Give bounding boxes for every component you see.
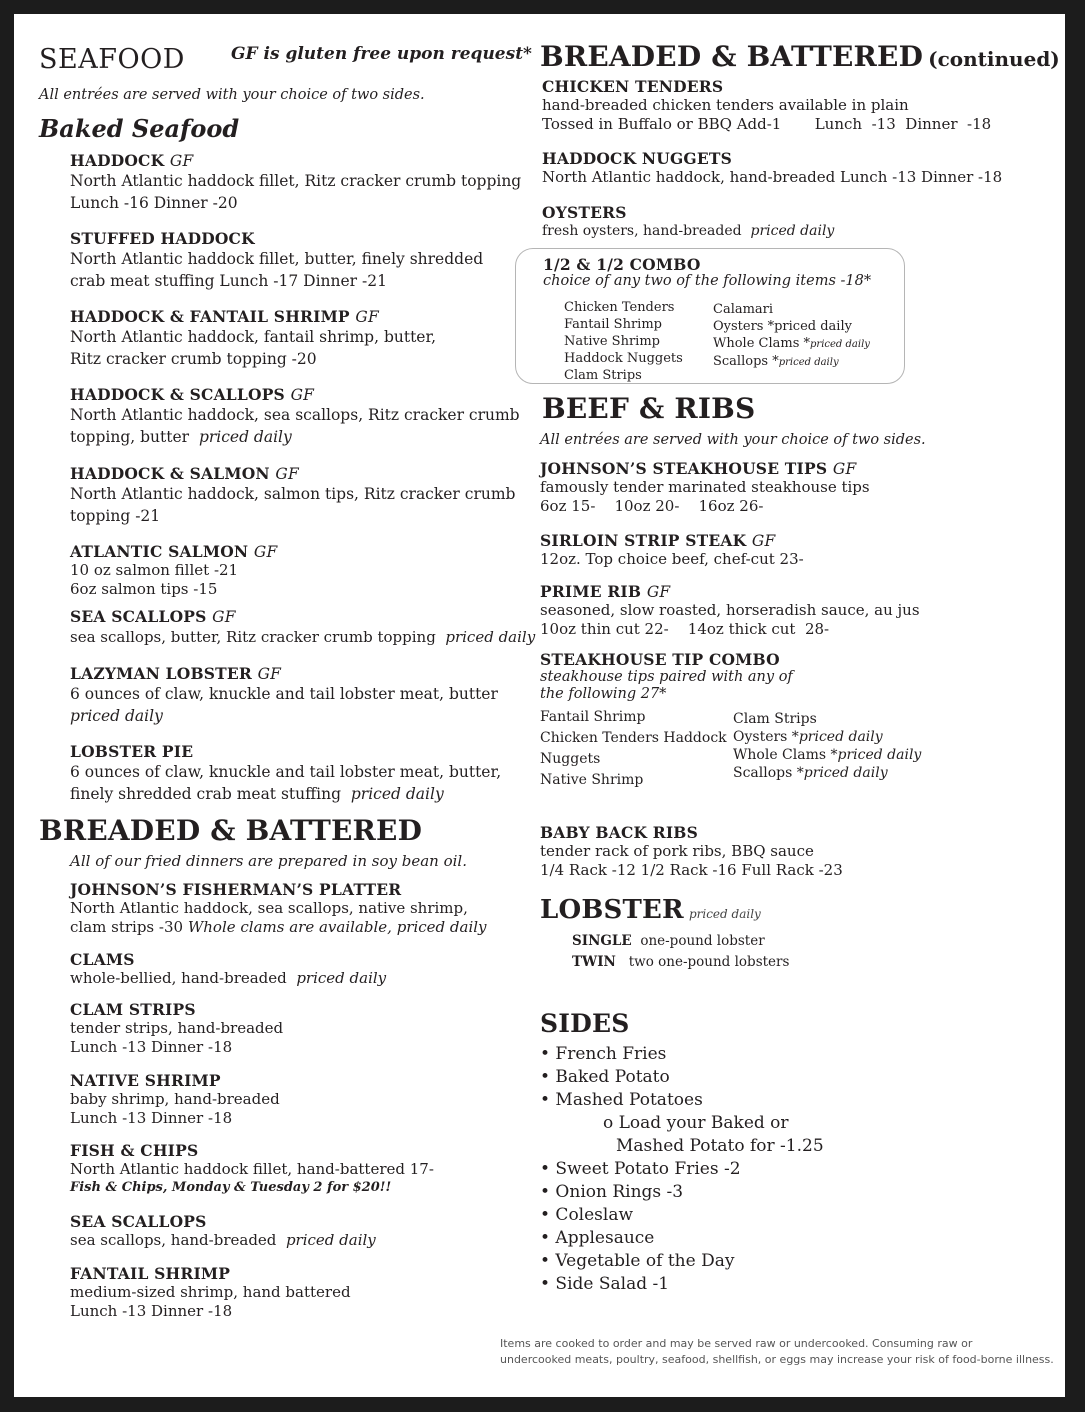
combo-option-text: Scallops * — [733, 765, 804, 781]
option-label: TWIN — [572, 954, 616, 970]
side-item: • French Fries — [540, 1044, 667, 1064]
priced-daily: priced daily — [778, 357, 839, 368]
gf-label: GF — [275, 465, 299, 483]
item-price: 10 oz salmon fillet -21 — [70, 561, 239, 579]
gf-label: GF — [290, 386, 315, 404]
combo-desc: choice of any two of the following items -18* — [543, 273, 872, 289]
tip-combo-left-list — [540, 707, 727, 791]
menu-item — [70, 1212, 376, 1250]
item-price: 10oz thin cut 22- 14oz thick cut 28- — [540, 620, 830, 638]
priced-daily: priced daily — [296, 969, 387, 987]
combo-option: Calamari — [713, 302, 774, 317]
item-name: STUFFED HADDOCK — [70, 229, 255, 248]
side-item: • Applesauce — [540, 1228, 655, 1248]
breaded-continued-title — [540, 40, 1060, 73]
item-name: SEA SCALLOPS — [70, 1212, 207, 1231]
combo-option: Clam Strips — [564, 368, 642, 383]
item-desc: North Atlantic haddock fillet, butter, finely shredded — [70, 250, 484, 268]
menu-item — [70, 1071, 280, 1128]
menu-item — [70, 229, 483, 292]
combo-option: Native Shrimp — [540, 772, 644, 788]
side-item: • Baked Potato — [540, 1067, 670, 1087]
menu-item — [542, 203, 834, 241]
item-desc: fresh oysters, hand-breaded — [542, 223, 742, 239]
section-title: BREADED & BATTERED — [540, 40, 924, 73]
item-name: CLAMS — [70, 950, 135, 969]
combo-option: Haddock Nuggets — [564, 351, 683, 366]
tip-combo-right-list — [733, 710, 921, 782]
item-desc: medium-sized shrimp, hand battered — [70, 1283, 351, 1301]
gf-label: GF — [212, 608, 236, 626]
disclaimer — [500, 1336, 1060, 1368]
combo-option — [733, 728, 921, 746]
combo-option-text: Whole Clams * — [733, 747, 838, 763]
item-desc: North Atlantic haddock, hand-breaded Lunch -13 Dinner -18 — [542, 168, 1003, 186]
combo-option — [733, 710, 921, 728]
menu-item — [540, 459, 870, 516]
breaded-title: BREADED & BATTERED — [39, 814, 423, 847]
combo-option: Fantail Shrimp — [540, 709, 646, 725]
item-desc: the following 27* — [540, 686, 667, 702]
seafood-title: SEAFOOD — [39, 44, 185, 75]
item-price: clam strips -30 — [70, 918, 184, 936]
item-desc: North Atlantic haddock, fantail shrimp, butter, — [70, 328, 437, 346]
menu-item — [70, 151, 521, 214]
menu-item — [70, 664, 498, 727]
priced-daily: priced daily — [798, 729, 883, 745]
combo-option: Nuggets — [540, 751, 601, 767]
item-note: Whole clams are available, priced daily — [187, 918, 487, 936]
priced-daily: priced daily — [350, 785, 444, 803]
item-desc: sea scallops, hand-breaded — [70, 1231, 277, 1249]
item-desc: seasoned, slow roasted, horseradish sauce, au jus — [540, 601, 920, 619]
item-name: OYSTERS — [542, 203, 627, 222]
option-desc: one-pound lobster — [640, 933, 765, 949]
combo-option: Fantail Shrimp — [564, 317, 662, 332]
continued-label: (continued) — [928, 47, 1060, 71]
disclaimer-line: undercooked meats, poultry, seafood, shellfish, or eggs may increase your risk of food-borne illness. — [500, 1353, 1054, 1366]
side-subitem: Mashed Potato for -1.25 — [616, 1136, 824, 1156]
combo-left-list — [564, 299, 683, 384]
sides-title: SIDES — [540, 1009, 630, 1038]
gf-label: GF — [253, 543, 278, 561]
item-desc: 6 ounces of claw, knuckle and tail lobster meat, butter — [70, 685, 498, 703]
gf-label: GF — [355, 308, 379, 326]
item-price: Lunch -13 Dinner -18 — [70, 1302, 233, 1320]
combo-option — [733, 764, 921, 782]
combo-option-text: Whole Clams * — [713, 336, 811, 351]
item-name: JOHNSON’S FISHERMAN’S PLATTER — [70, 880, 402, 899]
menu-item — [70, 307, 436, 370]
item-name: LAZYMAN LOBSTER — [70, 664, 252, 683]
side-item: • Mashed Potatoes — [540, 1090, 703, 1110]
item-name: PRIME RIB — [540, 582, 642, 601]
lobster-option — [572, 931, 789, 952]
item-desc: tender rack of pork ribs, BBQ sauce — [540, 842, 814, 860]
combo-option: Oysters *priced daily — [713, 319, 852, 334]
side-item: • Vegetable of the Day — [540, 1251, 735, 1271]
option-desc: two one-pound lobsters — [628, 954, 790, 970]
item-price: 1/4 Rack -12 1/2 Rack -16 Full Rack -23 — [540, 861, 843, 879]
combo-option-text: Scallops * — [713, 354, 779, 369]
side-item: • Side Salad -1 — [540, 1274, 670, 1294]
combo-name: 1/2 & 1/2 COMBO — [543, 255, 701, 274]
side-subitem: o Load your Baked or — [603, 1113, 789, 1133]
priced-daily: priced daily — [688, 907, 761, 921]
combo-option: Chicken Tenders — [564, 300, 675, 315]
menu-item — [70, 1000, 283, 1057]
item-desc-cont: finely shredded crab meat stuffing — [70, 785, 342, 803]
item-price: Lunch -16 Dinner -20 — [70, 194, 238, 212]
item-name: HADDOCK — [70, 151, 165, 170]
item-price: Lunch -13 Dinner -18 — [70, 1109, 233, 1127]
combo-option-text: Oysters * — [733, 729, 799, 745]
item-desc: steakhouse tips paired with any of — [540, 669, 793, 685]
combo-option — [733, 746, 921, 764]
item-desc: baby shrimp, hand-breaded — [70, 1090, 280, 1108]
item-name: BABY BACK RIBS — [540, 823, 698, 842]
item-name: HADDOCK & SALMON — [70, 464, 270, 483]
item-name: FISH & CHIPS — [70, 1141, 199, 1160]
item-price: 6oz 15- 10oz 20- 16oz 26- — [540, 497, 764, 515]
menu-page — [14, 14, 1065, 1397]
tip-combo — [540, 650, 793, 703]
item-price: 6oz salmon tips -15 — [70, 580, 218, 598]
menu-item — [70, 1264, 351, 1321]
side-item: • Sweet Potato Fries -2 — [540, 1159, 741, 1179]
item-name: NATIVE SHRIMP — [70, 1071, 221, 1090]
item-desc: North Atlantic haddock, sea scallops, Ritz cracker crumb — [70, 406, 520, 424]
lobster-options — [572, 931, 789, 973]
menu-item — [540, 582, 920, 639]
item-price: topping -21 — [70, 507, 161, 525]
menu-item — [70, 880, 487, 937]
menu-item — [70, 385, 520, 448]
combo-option-text: Clam Strips — [733, 711, 817, 727]
gf-note: GF is gluten free upon request* — [231, 44, 532, 64]
item-name: HADDOCK NUGGETS — [542, 149, 732, 168]
menu-item — [540, 531, 804, 569]
sides-list — [540, 1043, 824, 1296]
priced-daily: priced daily — [285, 1231, 376, 1249]
menu-item — [70, 464, 515, 527]
item-name: FANTAIL SHRIMP — [70, 1264, 231, 1283]
item-name: STEAKHOUSE TIP COMBO — [540, 650, 780, 669]
gf-label: GF — [832, 460, 857, 478]
gf-label: GF — [646, 583, 671, 601]
item-price: crab meat stuffing Lunch -17 Dinner -21 — [70, 272, 387, 290]
menu-item — [542, 149, 1002, 187]
priced-daily: priced daily — [198, 428, 292, 446]
menu-item — [542, 77, 991, 134]
item-desc-cont: topping, butter — [70, 428, 190, 446]
item-price: Ritz cracker crumb topping -20 — [70, 350, 317, 368]
gf-label: GF — [751, 532, 776, 550]
option-label: SINGLE — [572, 933, 632, 949]
priced-daily: priced daily — [750, 223, 835, 239]
item-name: HADDOCK & FANTAIL SHRIMP — [70, 307, 350, 326]
item-name: CHICKEN TENDERS — [542, 77, 724, 96]
combo-option: Chicken Tenders Haddock — [540, 730, 727, 746]
baked-seafood-subtitle: Baked Seafood — [39, 114, 240, 143]
priced-daily: priced daily — [70, 707, 163, 725]
item-desc: 12oz. Top choice beef, chef-cut 23- — [540, 550, 804, 568]
item-name: HADDOCK & SCALLOPS — [70, 385, 285, 404]
priced-daily: priced daily — [837, 747, 922, 763]
gf-label: GF — [257, 665, 282, 683]
beef-title: BEEF & RIBS — [542, 392, 756, 425]
disclaimer-line: Items are cooked to order and may be served raw or undercooked. Consuming raw or — [500, 1337, 973, 1350]
menu-item — [70, 607, 535, 648]
lobster-option — [572, 952, 789, 973]
item-desc: tender strips, hand-breaded — [70, 1019, 284, 1037]
menu-item — [70, 542, 277, 599]
item-name: SEA SCALLOPS — [70, 607, 207, 626]
combo-option — [713, 335, 870, 353]
item-name: JOHNSON’S STEAKHOUSE TIPS — [540, 459, 828, 478]
breaded-note: All of our fried dinners are prepared in soy bean oil. — [70, 852, 467, 870]
item-name: CLAM STRIPS — [70, 1000, 196, 1019]
item-price: Lunch -13 Dinner -18 — [70, 1038, 233, 1056]
combo-option — [713, 353, 870, 371]
item-name: SIRLOIN STRIP STEAK — [540, 531, 747, 550]
seafood-served-note: All entrées are served with your choice of two sides. — [39, 87, 425, 103]
item-desc: 6 ounces of claw, knuckle and tail lobster meat, butter, — [70, 763, 502, 781]
beef-served-note: All entrées are served with your choice of two sides. — [540, 432, 926, 448]
item-desc: sea scallops, butter, Ritz cracker crumb topping — [70, 628, 436, 646]
item-desc: North Atlantic haddock, sea scallops, native shrimp, — [70, 899, 468, 917]
menu-item — [70, 742, 501, 805]
item-desc: famously tender marinated steakhouse tips — [540, 478, 870, 496]
side-item: • Coleslaw — [540, 1205, 634, 1225]
menu-item — [70, 950, 386, 988]
item-name: LOBSTER PIE — [70, 742, 194, 761]
item-promo: Fish & Chips, Monday & Tuesday 2 for $20!! — [70, 1180, 392, 1195]
item-desc: hand-breaded chicken tenders available in plain — [542, 96, 909, 114]
priced-daily: priced daily — [810, 339, 870, 350]
item-name: ATLANTIC SALMON — [70, 542, 249, 561]
lobster-title: LOBSTER — [540, 895, 684, 925]
menu-item — [70, 1141, 434, 1197]
lobster-header — [540, 895, 761, 925]
gf-label: GF — [169, 152, 194, 170]
item-desc: North Atlantic haddock, salmon tips, Ritz cracker crumb — [70, 485, 516, 503]
item-desc: North Atlantic haddock fillet, hand-battered 17- — [70, 1160, 434, 1178]
side-item: • Onion Rings -3 — [540, 1182, 684, 1202]
menu-item — [540, 823, 843, 880]
priced-daily: priced daily — [445, 628, 536, 646]
item-desc: North Atlantic haddock fillet, Ritz cracker crumb topping — [70, 172, 522, 190]
item-price: Tossed in Buffalo or BBQ Add-1 Lunch -13 Dinner -18 — [542, 115, 992, 133]
item-desc: whole-bellied, hand-breaded — [70, 969, 287, 987]
priced-daily: priced daily — [803, 765, 888, 781]
combo-right-list — [713, 301, 870, 371]
combo-option: Native Shrimp — [564, 334, 660, 349]
